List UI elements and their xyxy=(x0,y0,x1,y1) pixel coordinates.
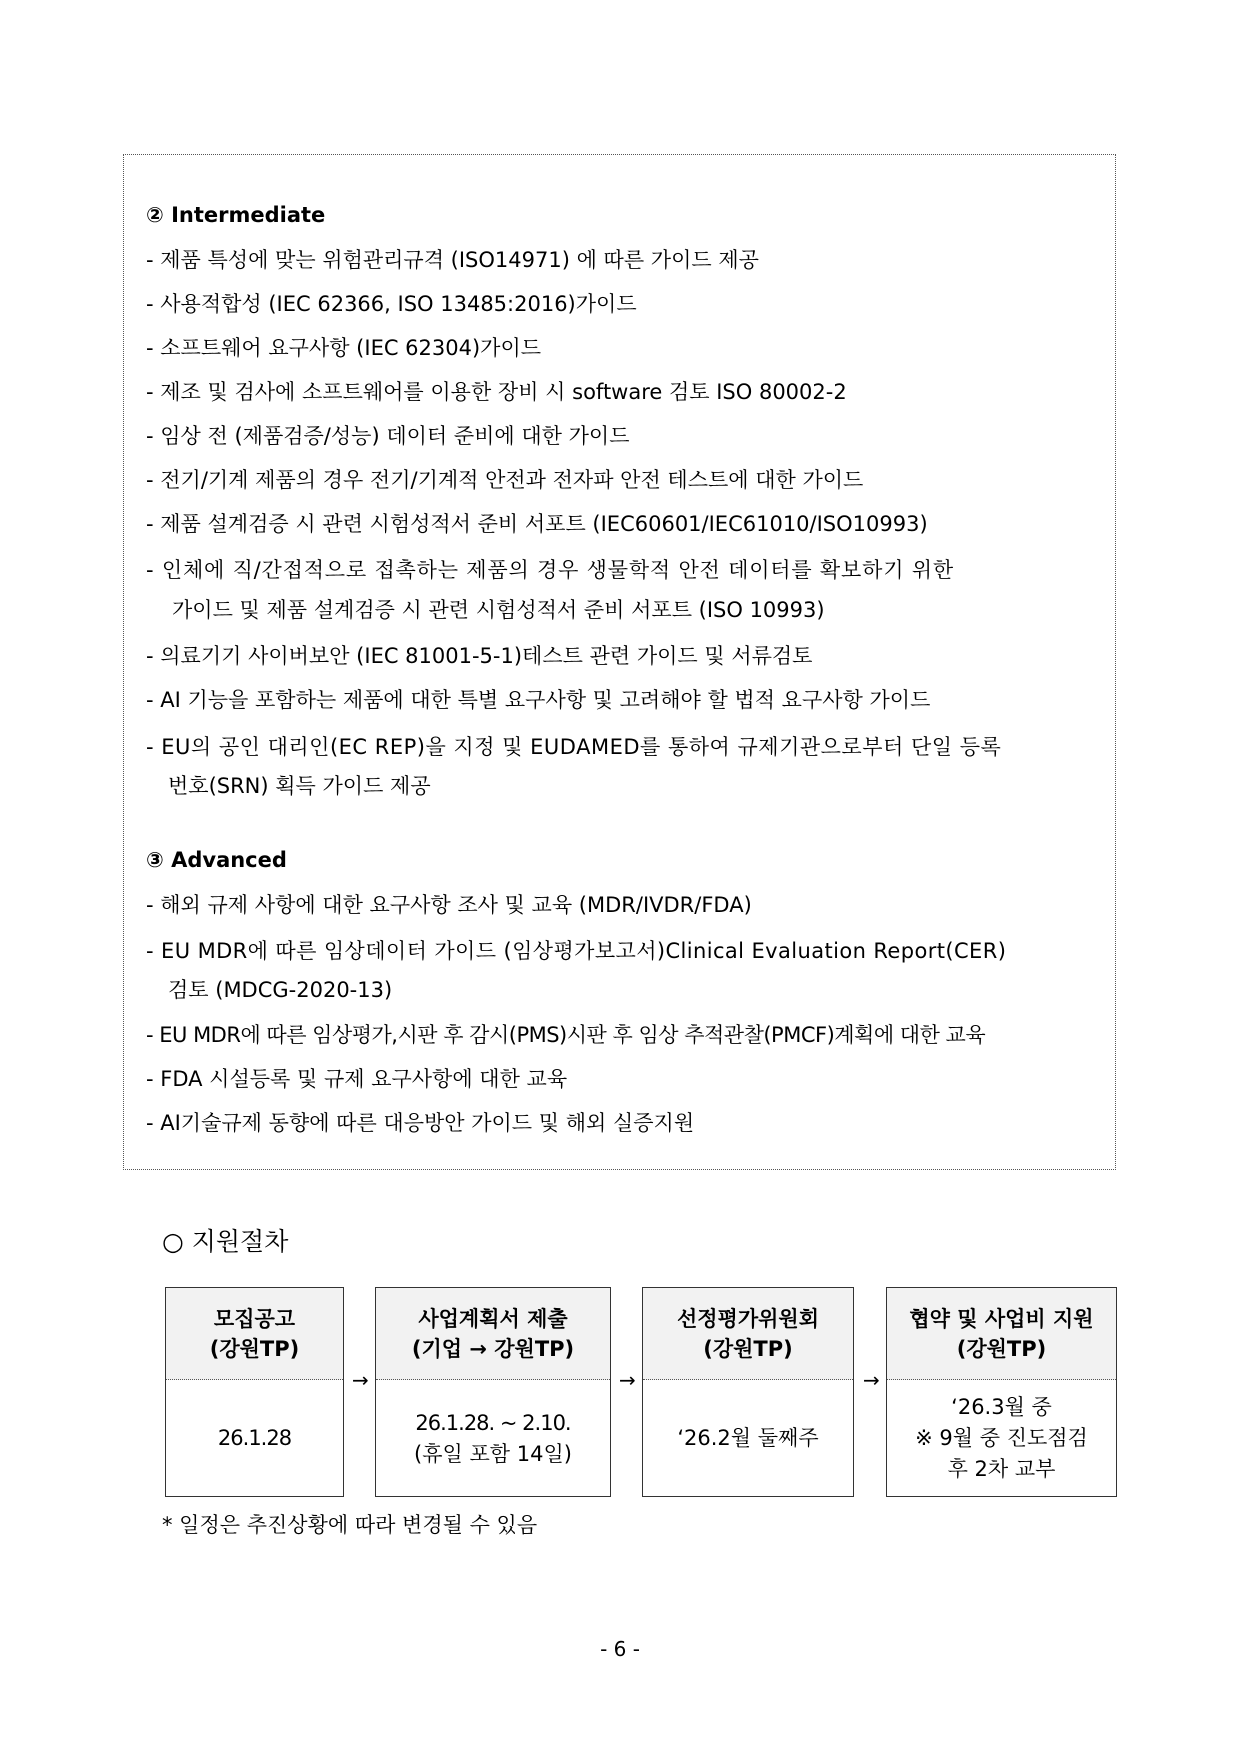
step-title: 협약 및 사업비 지원 xyxy=(909,1306,1094,1331)
procedure-title: ○ 지원절차 xyxy=(162,1227,289,1256)
step-selection-committee xyxy=(642,1287,854,1497)
step-organization: (기업 → 강원TP) xyxy=(411,1336,575,1361)
step-header xyxy=(643,1288,853,1380)
step-schedule xyxy=(376,1380,610,1497)
step-schedule xyxy=(887,1380,1116,1497)
step-date-note: ※ 9월 중 진도점검 xyxy=(915,1426,1088,1450)
list-item: - FDA 시설등록 및 규제 요구사항에 대한 교육 xyxy=(146,1067,568,1091)
step-date: ‘26.3월 중 xyxy=(951,1395,1052,1419)
advanced-heading: ③ Advanced xyxy=(146,848,287,872)
list-item: - AI기술규제 동향에 따른 대응방안 가이드 및 해외 실증지원 xyxy=(146,1111,695,1135)
step-header xyxy=(376,1288,610,1380)
list-item-continuation: 가이드 및 제품 설계검증 시 관련 시험성적서 준비 서포트 (ISO 10993) xyxy=(172,598,825,622)
list-item: - 해외 규제 사항에 대한 요구사항 조사 및 교육 (MDR/IVDR/FDA) xyxy=(146,893,752,917)
list-item: - EU MDR에 따른 임상데이터 가이드 (임상평가보고서)Clinical Evaluation Report(CER) xyxy=(146,939,1007,963)
step-date: ‘26.2월 둘째주 xyxy=(677,1426,819,1450)
list-item: - 의료기기 사이버보안 (IEC 81001-5-1)테스트 관련 가이드 및 서류검토 xyxy=(146,644,813,668)
arrow-icon: → xyxy=(352,1368,369,1392)
arrow-icon: → xyxy=(863,1368,880,1392)
list-item: - 사용적합성 (IEC 62366, ISO 13485:2016)가이드 xyxy=(146,292,637,316)
page-number: - 6 - xyxy=(600,1637,640,1661)
step-recruitment-notice xyxy=(165,1287,344,1497)
intermediate-heading: ② Intermediate xyxy=(146,203,326,227)
schedule-note: * 일정은 추진상황에 따라 변경될 수 있음 xyxy=(162,1513,538,1537)
step-organization: (강원TP) xyxy=(956,1336,1047,1361)
step-organization: (강원TP) xyxy=(209,1336,300,1361)
list-item: - 제조 및 검사에 소프트웨어를 이용한 장비 시 software 검토 ISO 80002-2 xyxy=(146,380,847,404)
step-schedule xyxy=(643,1380,853,1497)
step-agreement-funding xyxy=(886,1287,1117,1497)
list-item: - 제품 특성에 맞는 위험관리규격 (ISO14971) 에 따른 가이드 제공 xyxy=(146,248,759,272)
step-date-note: 후 2차 교부 xyxy=(947,1457,1056,1481)
step-title: 선정평가위원회 xyxy=(676,1306,819,1331)
step-organization: (강원TP) xyxy=(703,1336,793,1361)
list-item-continuation: 번호(SRN) 획득 가이드 제공 xyxy=(168,774,431,798)
step-title: 사업계획서 제출 xyxy=(418,1306,568,1331)
list-item: - 제품 설계검증 시 관련 시험성적서 준비 서포트 (IEC60601/IEC61010/ISO10993) xyxy=(146,512,928,536)
step-date-note: (휴일 포함 14일) xyxy=(414,1441,572,1466)
step-header xyxy=(887,1288,1116,1380)
list-item: - 소프트웨어 요구사항 (IEC 62304)가이드 xyxy=(146,336,542,360)
step-header xyxy=(166,1288,343,1380)
step-date: 26.1.28 xyxy=(217,1426,292,1450)
list-item: - 전기/기계 제품의 경우 전기/기계적 안전과 전자파 안전 테스트에 대한 가이드 xyxy=(146,468,864,492)
list-item: - EU의 공인 대리인(EC REP)을 지정 및 EUDAMED를 통하여 규제기관으로부터 단일 등록 xyxy=(146,735,1002,759)
list-item: - AI 기능을 포함하는 제품에 대한 특별 요구사항 및 고려해야 할 법적 요구사항 가이드 xyxy=(146,688,931,712)
list-item: - 인체에 직/간접적으로 접촉하는 제품의 경우 생물학적 안전 데이터를 확보하기 위한 xyxy=(146,558,954,582)
list-item: - EU MDR에 따른 임상평가,시판 후 감시(PMS)시판 후 임상 추적관찰(PMCF)계획에 대한 교육 xyxy=(146,1023,986,1047)
step-title: 모집공고 xyxy=(213,1306,296,1331)
step-schedule xyxy=(166,1380,343,1497)
list-item-continuation: 검토 (MDCG-2020-13) xyxy=(168,978,393,1002)
list-item: - 임상 전 (제품검증/성능) 데이터 준비에 대한 가이드 xyxy=(146,424,630,448)
step-date: 26.1.28. ~ 2.10. xyxy=(415,1410,571,1435)
step-plan-submission xyxy=(375,1287,611,1497)
arrow-icon: → xyxy=(619,1368,636,1392)
